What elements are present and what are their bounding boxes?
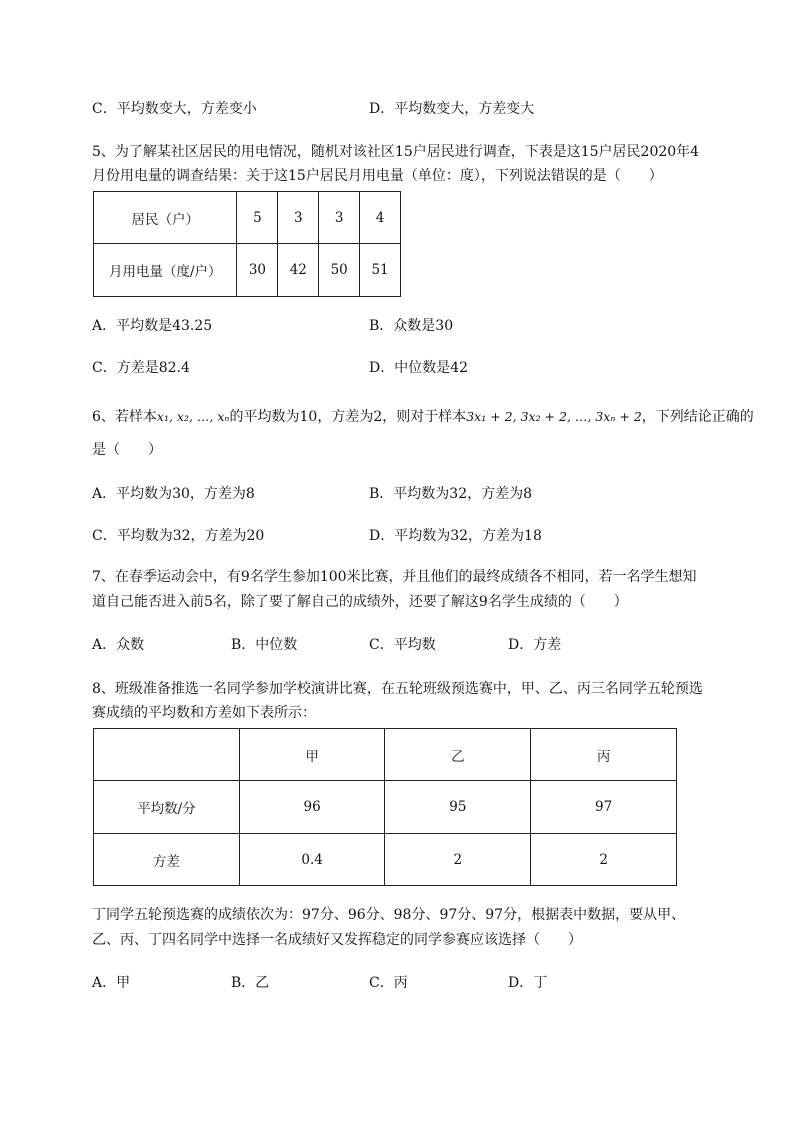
q5-option-b: B．众数是30 (369, 318, 454, 334)
q8-cell: 2 (531, 834, 677, 886)
q7-option-b: B．中位数 (231, 637, 298, 653)
q6-new-sample-formula: 3x₁ + 2, 3x₂ + 2, …, 3xₙ + 2 (466, 409, 642, 424)
q7-stem-line1: 7、在春季运动会中，有9名学生参加100米比赛，并且他们的最终成绩各不相同，若一名学生想知 (92, 569, 697, 585)
q7-option-d: D．方差 (508, 637, 562, 653)
q8-after-line2: 乙、丙、丁四名同学中选择一名成绩好又发挥稳定的同学参赛应该选择（ ） (92, 932, 582, 948)
q8-stem-line1: 8、班级准备推选一名同学参加学校演讲比赛，在五轮班级预选赛中，甲、乙、丙三名同学五轮预选 (92, 681, 703, 697)
q8-option-c: C．丙 (369, 975, 408, 991)
q5-option-a: A．平均数是43.25 (92, 318, 213, 334)
q5-cell: 51 (360, 244, 401, 297)
q5-stem-line1: 5、为了解某社区居民的用电情况，随机对该社区15户居民进行调查，下表是这15户居民2020年4 (92, 144, 700, 160)
q8-cell: 95 (385, 781, 531, 834)
q5-option-d: D．中位数是42 (369, 360, 469, 376)
q8-header-cell: 丙 (531, 729, 677, 781)
q5-option-c: C．方差是82.4 (92, 360, 190, 376)
q5-cell: 3 (278, 192, 319, 244)
q8-cell: 2 (385, 834, 531, 886)
q5-cell: 30 (237, 244, 278, 297)
q6-option-a: A．平均数为30，方差为8 (92, 486, 255, 502)
q8-header-cell: 甲 (239, 729, 385, 781)
q5-table (93, 191, 401, 297)
q5-row1-label: 居民（户） (94, 192, 237, 244)
q8-after-line1: 丁同学五轮预选赛的成绩依次为：97分、96分、98分、97分、97分，根据表中数据，要从甲、 (92, 907, 686, 923)
q8-cell: 0.4 (239, 834, 385, 886)
q5-stem-line2: 月份用电量的调查结果：关于这15户居民月用电量（单位：度），下列说法错误的是（ ） (92, 168, 663, 184)
q5-cell: 5 (237, 192, 278, 244)
q5-cell: 42 (278, 244, 319, 297)
q7-stem-line2: 道自己能否进入前5名，除了要了解自己的成绩外，还要了解这9名学生成绩的（ ） (92, 594, 628, 610)
q4-option-d: D．平均数变大，方差变大 (369, 101, 535, 117)
q6-option-c: C．平均数为32，方差为20 (92, 528, 265, 544)
q8-row-label: 平均数/分 (94, 781, 240, 834)
q8-header-cell (94, 729, 240, 781)
q5-cell: 50 (319, 244, 360, 297)
q5-cell: 3 (319, 192, 360, 244)
q8-table (93, 728, 677, 886)
q8-row-label: 方差 (94, 834, 240, 886)
q7-option-a: A．众数 (92, 637, 145, 653)
q6-stem-line1 (92, 407, 754, 427)
q6-option-b: B．平均数为32，方差为8 (369, 486, 533, 502)
q8-option-a: A．甲 (92, 975, 131, 991)
q6-sample-formula: x₁, x₂, …, xₙ (156, 409, 230, 424)
q7-option-c: C．平均数 (369, 637, 436, 653)
q6-stem-mid: 的平均数为10，方差为2，则对于样本 (229, 409, 467, 425)
q5-row2-label: 月用电量（度/户） (94, 244, 237, 297)
q8-option-b: B．乙 (231, 975, 270, 991)
q8-option-d: D．丁 (508, 975, 548, 991)
q6-option-d: D．平均数为32，方差为18 (369, 528, 542, 544)
q8-header-cell: 乙 (385, 729, 531, 781)
q8-cell: 97 (531, 781, 677, 834)
q6-stem-post: ，下列结论正确的 (641, 409, 754, 425)
q8-cell: 96 (239, 781, 385, 834)
q6-stem-line2: 是（ ） (92, 442, 162, 458)
q5-cell: 4 (360, 192, 401, 244)
q4-option-c: C．平均数变大，方差变小 (92, 101, 257, 117)
q6-stem-pre: 6、若样本 (92, 409, 157, 425)
q8-stem-line2: 赛成绩的平均数和方差如下表所示： (92, 705, 316, 721)
